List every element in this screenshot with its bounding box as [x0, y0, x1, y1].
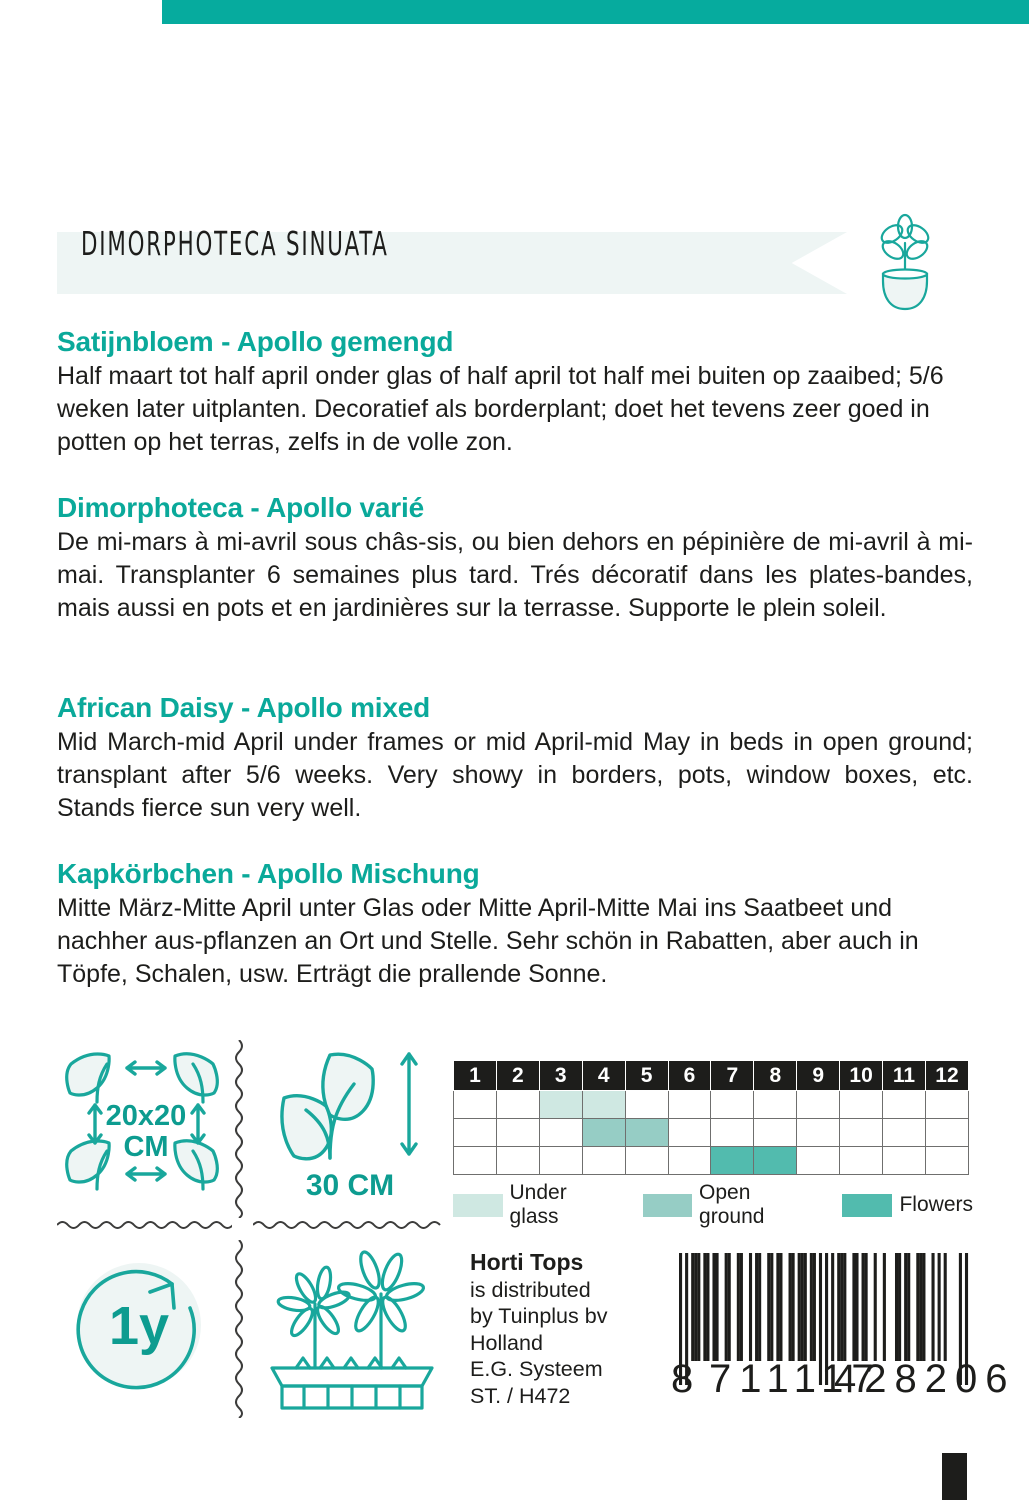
- calendar-cell: [625, 1147, 668, 1175]
- calendar-cell: [539, 1091, 582, 1119]
- language-body-de: Mitte März-Mitte April unter Glas oder Mitte April-Mitte Mai ins Saatbeet und nachher aus-pflanzen an Ort und Stelle. Sehr schön in Rabatten, aber auch in Töpfe, Schalen, usw. Erträgt die prallende Sonne.: [57, 894, 919, 988]
- distributor-info: [470, 1248, 640, 1410]
- barcode: [671, 1247, 1016, 1401]
- month-header: 2: [496, 1061, 539, 1091]
- month-header: 7: [711, 1061, 754, 1091]
- brand-line-4: Holland: [470, 1330, 543, 1355]
- legend-label-under-glass: Under glass: [509, 1181, 567, 1228]
- calendar-cell: [840, 1091, 883, 1119]
- svg-text:1y: 1y: [108, 1296, 170, 1356]
- month-header: 9: [797, 1061, 840, 1091]
- svg-text:30 CM: 30 CM: [305, 1169, 395, 1202]
- print-registration-mark: [942, 1453, 967, 1500]
- calendar-cell: [625, 1091, 668, 1119]
- calendar-cell: [925, 1091, 968, 1119]
- language-body-nl: Half maart tot half april onder glas of half april tot half mei buiten op zaaibed; 5/6 weken later uitplanten. Decoratief als borderplant; doet het tevens zeer goed in potten op het terras, zelfs in de volle zon.: [57, 362, 944, 456]
- calendar-cell: [625, 1119, 668, 1147]
- language-body-en: Mid March-mid April under frames or mid April-mid May in beds in open ground; transplant after 5/6 weeks. Very showy in borders, pots, window boxes, etc. Stands fierce sun very well.: [57, 728, 973, 822]
- calendar-cell: [582, 1147, 625, 1175]
- language-block-de: [57, 858, 973, 991]
- calendar-cell: [754, 1147, 797, 1175]
- calendar-legend: [453, 1181, 973, 1229]
- legend-swatch-open-ground: [643, 1194, 693, 1217]
- barcode-digit-group-right: 428206: [834, 1357, 1016, 1401]
- calendar-cell: [454, 1119, 497, 1147]
- language-heading-nl: Satijnbloem - Apollo gemengd: [57, 326, 454, 357]
- language-body-fr: De mi-mars à mi-avril sous châs-sis, ou bien dehors en pépinière de mi-avril à mi-mai. Transplanter 6 semaines plus tard. Trés décoratif dans les plates-bandes, mais aussi en pots et en jardinières sur la terrasse. Supporte le plein soleil.: [57, 528, 973, 622]
- calendar-cell: [883, 1091, 926, 1119]
- calendar-cell: [496, 1147, 539, 1175]
- month-header: 5: [625, 1061, 668, 1091]
- calendar-table: [453, 1060, 969, 1175]
- legend-swatch-under-glass: [453, 1194, 503, 1217]
- language-heading-fr: Dimorphoteca - Apollo varié: [57, 492, 424, 523]
- brand-line-5: E.G. Systeem: [470, 1357, 603, 1382]
- flower-bed-icon: [262, 1240, 442, 1410]
- calendar-cell: [883, 1119, 926, 1147]
- calendar-cell: [539, 1119, 582, 1147]
- lifecycle-annual-icon: [57, 1240, 237, 1410]
- calendar-header-row: [454, 1061, 969, 1091]
- legend-swatch-flowers: [842, 1194, 892, 1217]
- calendar-cell: [925, 1147, 968, 1175]
- month-header: 8: [754, 1061, 797, 1091]
- legend-label-open-ground: Open ground: [699, 1181, 765, 1228]
- plant-height-icon: [262, 1040, 442, 1210]
- top-accent-bar: [162, 0, 1029, 24]
- brand-line-3: by Tuinplus bv: [470, 1304, 608, 1329]
- calendar-cell: [840, 1119, 883, 1147]
- plant-spacing-icon: [57, 1040, 237, 1210]
- calendar-cell: [582, 1119, 625, 1147]
- calendar-cell: [711, 1147, 754, 1175]
- month-header: 11: [883, 1061, 926, 1091]
- month-header: 12: [925, 1061, 968, 1091]
- calendar-cell: [668, 1119, 711, 1147]
- legend-item-flowers: [842, 1193, 973, 1217]
- barcode-digit-group-left: 8: [671, 1357, 695, 1401]
- calendar-row-under-glass: [454, 1091, 969, 1119]
- calendar-row-open-ground: [454, 1119, 969, 1147]
- calendar-cell: [454, 1091, 497, 1119]
- calendar-cell: [454, 1147, 497, 1175]
- calendar-cell: [797, 1119, 840, 1147]
- calendar-cell: [539, 1147, 582, 1175]
- calendar-cell: [711, 1091, 754, 1119]
- calendar-cell: [754, 1091, 797, 1119]
- cultivation-icons: [57, 1040, 447, 1420]
- legend-label-flowers: Flowers: [899, 1193, 973, 1216]
- calendar-cell: [754, 1119, 797, 1147]
- brand-name: Horti Tops: [470, 1249, 584, 1275]
- calendar-cell: [668, 1091, 711, 1119]
- month-header: 4: [582, 1061, 625, 1091]
- calendar-cell: [496, 1119, 539, 1147]
- sowing-calendar: [453, 1060, 969, 1175]
- brand-line-2: is distributed: [470, 1277, 591, 1302]
- calendar-cell: [797, 1091, 840, 1119]
- calendar-cell: [797, 1147, 840, 1175]
- language-heading-de: Kapkörbchen - Apollo Mischung: [57, 858, 480, 889]
- calendar-cell: [582, 1091, 625, 1119]
- legend-item-under-glass: [453, 1181, 621, 1229]
- brand-line-6: ST. / H472: [470, 1384, 571, 1409]
- month-header: 1: [454, 1061, 497, 1091]
- potted-flower-icon: [866, 213, 944, 311]
- calendar-cell: [925, 1119, 968, 1147]
- calendar-row-flowers: [454, 1147, 969, 1175]
- calendar-cell: [668, 1147, 711, 1175]
- language-block-fr: [57, 492, 973, 625]
- page-title: [81, 224, 508, 283]
- svg-text:20x20: 20x20: [105, 1100, 187, 1132]
- calendar-cell: [496, 1091, 539, 1119]
- calendar-cell: [711, 1119, 754, 1147]
- calendar-cell: [883, 1147, 926, 1175]
- month-header: 3: [539, 1061, 582, 1091]
- legend-item-open-ground: [643, 1181, 821, 1229]
- barcode-digit-group-mid: 711117: [709, 1357, 882, 1401]
- month-header: 10: [840, 1061, 883, 1091]
- language-heading-en: African Daisy - Apollo mixed: [57, 692, 431, 723]
- month-header: 6: [668, 1061, 711, 1091]
- language-block-en: [57, 692, 973, 825]
- calendar-cell: [840, 1147, 883, 1175]
- svg-text:CM: CM: [123, 1131, 169, 1163]
- language-block-nl: [57, 326, 973, 459]
- page-title-text: DIMORPHOTECA SINUATA: [81, 224, 389, 263]
- title-banner: [57, 224, 847, 294]
